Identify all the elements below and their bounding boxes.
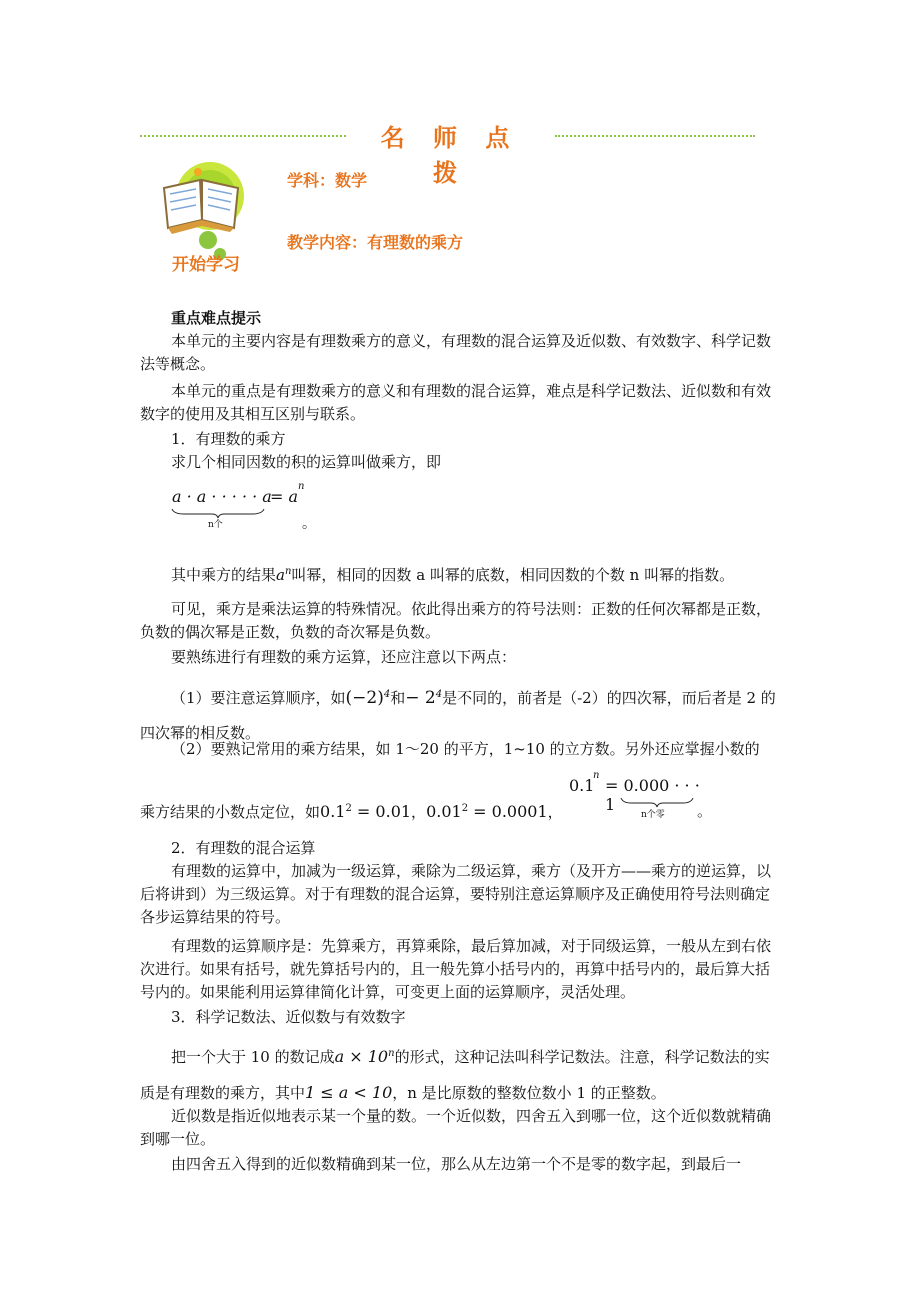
- p6-text-b: 和: [390, 689, 406, 707]
- p3-exp: n: [284, 566, 292, 577]
- formula1-brace-label: n个: [208, 520, 223, 530]
- decimal-power-formula: [565, 772, 705, 824]
- p11-sci-exp: n: [388, 1048, 395, 1059]
- paragraph-12: 近似数是指近似地表示某一个量的数。一个近似数，四舍五入到哪一位，这个近似数就精确到哪一位。: [140, 1107, 772, 1148]
- paragraph-13: 由四舍五入得到的近似数精确到某一位，那么从左边第一个不是零的数字起，到最后一: [171, 1155, 742, 1173]
- section-1-definition: 求几个相同因数的积的运算叫做乘方，即: [171, 453, 442, 471]
- p11-text-c: ，n 是比原数的整数位数小 1 的正整数。: [392, 1084, 666, 1102]
- logo-text: 开始学习: [172, 255, 240, 275]
- formula1-lhs: a · a · · · · · a: [172, 487, 272, 506]
- paragraph-3: [140, 564, 780, 589]
- paragraph-8-end: 。: [697, 802, 713, 820]
- p8-m2-rhs: = 0.0001: [468, 802, 548, 821]
- p6-text-a: （1）要注意运算顺序，如: [171, 689, 346, 707]
- paragraph-7: （2）要熟记常用的乘方结果，如 1～20 的平方，1~10 的立方数。另外还应掌握小数的: [171, 740, 760, 758]
- formula2-brace-label: n个零: [641, 810, 665, 820]
- p11-text-b: 的形式，这种记法叫科学记数法。注意，科学记数法的实质是有理数的乘方，其中: [140, 1048, 770, 1102]
- banner-dotted-line-left: [140, 135, 346, 137]
- formula1-rhs: = a: [270, 487, 299, 506]
- p8-m1: 0.1: [320, 802, 346, 821]
- p6-neg2b: − 2: [405, 688, 436, 708]
- paragraph-1: 本单元的主要内容是有理数乘方的意义，有理数的混合运算及近似数、有效数字、科学记数法等概念。: [140, 332, 772, 373]
- p6-math-1: [346, 688, 391, 708]
- p8-m1-exp: 2: [345, 803, 352, 814]
- p6-neg2: (−2): [345, 688, 384, 708]
- banner-title: 名 师 点 拨: [380, 123, 520, 187]
- p8-m2-exp: 2: [461, 803, 469, 814]
- section-2-title: 2．有理数的混合运算: [171, 839, 316, 857]
- p8-m1-rhs: = 0.01: [351, 802, 412, 821]
- p8-text-a: 乘方结果的小数点定位，如: [140, 803, 321, 821]
- p8-m2: 0.01: [426, 802, 462, 821]
- p6-text-c: 是不同的，前者是（-2）的四次幂，而后者是 2 的四次幂的相反数。: [140, 689, 776, 742]
- p11-text-a: 把一个大于 10 的数记成: [171, 1048, 335, 1066]
- p11-sci-notation: [335, 1047, 395, 1066]
- paragraph-9: 有理数的运算中，加减为一级运算，乘除为二级运算，乘方（及开方——乘方的逆运算，以后将讲到）为三级运算。对于有理数的混合运算，要特别注意运算顺序及正确使用符号法则确定各步运算结果的符号。: [140, 862, 772, 926]
- formula2-rhs: = 0.000 · · · 1: [605, 776, 700, 814]
- paragraph-4: 可见，乘方是乘法运算的特殊情况。依此得出乘方的符号法则：正数的任何次幂都是正数，负数的偶次幂是正数，负数的奇次幂是负数。: [140, 600, 772, 641]
- p6-math-2: [405, 688, 442, 708]
- p3-text-a: 其中乘方的结果: [171, 566, 277, 584]
- paragraph-5: 要熟练进行有理数的乘方运算，还应注意以下两点：: [171, 648, 517, 666]
- section-3-title: 3．科学记数法、近似数与有效数字: [171, 1008, 406, 1026]
- section-1-title: 1．有理数的乘方: [171, 430, 286, 448]
- p11-range: 1 ≤ a < 10: [305, 1083, 393, 1102]
- p6-exp-1: 4: [383, 689, 391, 700]
- content-label: 教学内容：有理数的乘方: [287, 233, 464, 252]
- p8-math-2: [426, 802, 548, 821]
- p6-exp-2: 4: [435, 689, 443, 700]
- p3-base: a: [276, 566, 285, 584]
- power-definition-formula: [170, 481, 340, 532]
- formula2-exp: n: [593, 770, 600, 781]
- p8-sep-1: ，: [411, 803, 427, 821]
- paragraph-8: [140, 800, 570, 826]
- subject-label: 学科：数学: [287, 171, 368, 190]
- banner-dotted-line-right: [555, 135, 755, 137]
- formula1-end: 。: [302, 516, 316, 532]
- paragraph-10: 有理数的运算顺序是：先算乘方，再算乘除，最后算加减，对于同级运算，一般从左到右依次进行。如果有括号，就先算括号内的，且一般先算小括号内的，再算中括号内的，最后算大括号内的。如果能利用运算律简化计算，可变更上面的运算顺序，灵活处理。: [140, 937, 772, 1001]
- paragraph-11: [140, 1040, 780, 1110]
- formula1-exponent: n: [298, 481, 305, 492]
- p11-sci: a × 10: [334, 1047, 389, 1066]
- p8-math-1: [320, 802, 411, 821]
- section-heading: 重点难点提示: [171, 309, 262, 327]
- p3-a-power: [276, 566, 291, 584]
- p3-text-b: 叫幂，相同的因数 a 叫幂的底数，相同因数的个数 n 叫幂的指数。: [291, 566, 735, 584]
- p8-sep-2: ，: [547, 803, 563, 821]
- formula2-lhs: 0.1: [569, 776, 595, 795]
- paragraph-2: 本单元的重点是有理数乘方的意义和有理数的混合运算，难点是科学记数法、近似数和有效数字的使用及其相互区别与联系。: [140, 382, 772, 423]
